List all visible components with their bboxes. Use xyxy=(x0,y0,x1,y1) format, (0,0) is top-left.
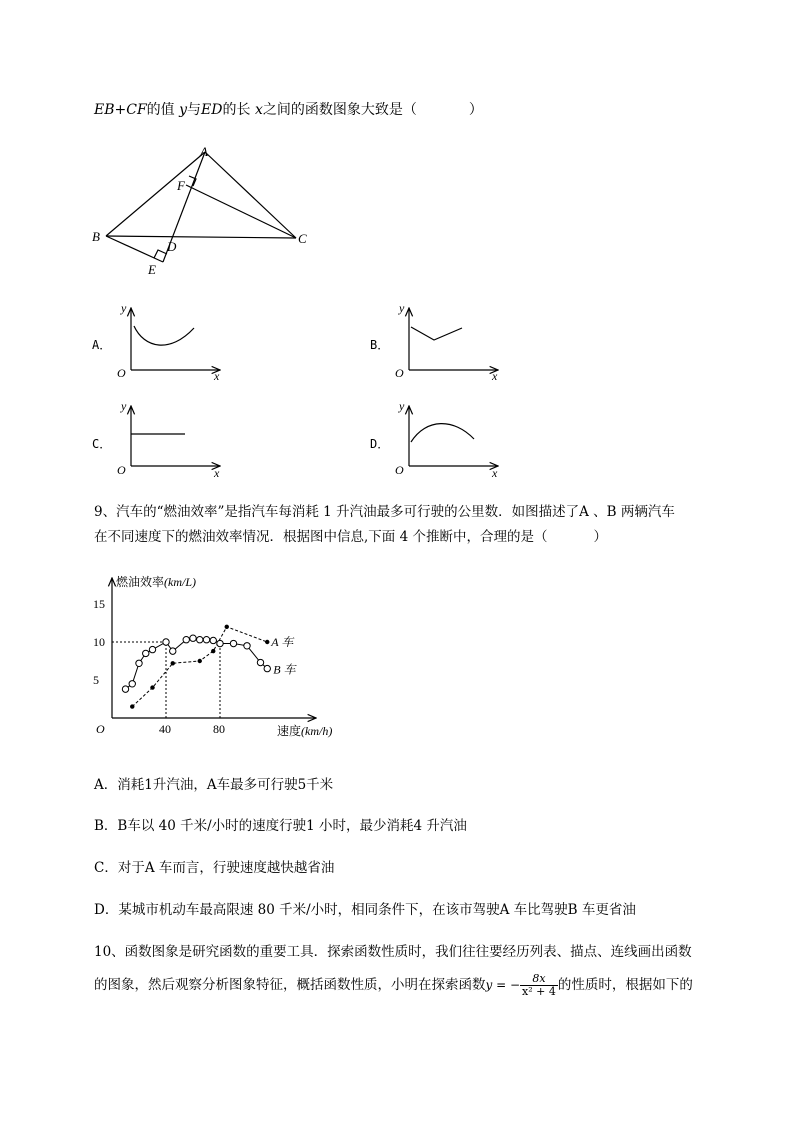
axis-origin-label: O xyxy=(117,463,126,477)
triangle-figure xyxy=(88,140,328,280)
x-tick-label: 40 xyxy=(159,722,171,736)
q10-line2-b: 的性质时，根据如下的 xyxy=(557,977,693,993)
frac-den: x² + 4 xyxy=(522,985,556,998)
point-a xyxy=(136,660,142,666)
option-a-label[interactable]: A． xyxy=(92,338,112,352)
text: 的值 xyxy=(146,102,175,118)
var-x: x xyxy=(254,102,263,118)
chart-origin: O xyxy=(96,722,105,736)
label-a: A xyxy=(200,144,208,159)
axis-origin-label: O xyxy=(395,366,404,380)
point-a xyxy=(143,650,149,656)
q9-line2-text: 在不同速度下的燃油效率情况．根据图中信息,下面 4 个推断中，合理的是（ xyxy=(94,529,548,545)
label-e: E xyxy=(148,262,156,277)
q10-line1: 10、函数图象是研究函数的重要工具．探索函数性质时，我们往往要经历列表、描点、连线画出函数 xyxy=(94,944,692,960)
q9-line1: 9、汽车的“燃油效率”是指汽车每消耗 1 升汽油最多可行驶的公里数．如图描述了A 、B 两辆汽车 xyxy=(94,504,675,520)
point-a xyxy=(230,640,236,646)
point-a xyxy=(197,637,203,643)
option-c-graph xyxy=(112,398,227,480)
point-b xyxy=(150,685,154,689)
point-a xyxy=(210,637,216,643)
answer-b[interactable]: B．B车以 40 千米/小时的速度行驶1 小时，最少消耗4 升汽油 xyxy=(94,818,467,834)
point-a xyxy=(217,640,223,646)
q8-stem xyxy=(94,101,483,119)
point-b xyxy=(171,661,175,665)
axis-y-label: y xyxy=(399,399,405,413)
axis-y-label: y xyxy=(399,301,405,315)
answer-d[interactable]: D．某城市机动车最高限速 80 千米/小时，相同条件下，在该市驾驶A 车比驾驶B 车更省油 xyxy=(94,902,636,918)
point-b xyxy=(130,704,134,708)
axis-x-label: x xyxy=(214,466,220,480)
point-a xyxy=(244,643,250,649)
axis-origin-label: O xyxy=(117,366,126,380)
curve-parabola-up xyxy=(134,326,194,345)
point-a xyxy=(183,637,189,643)
option-b-graph xyxy=(390,298,505,380)
axis-y-label: y xyxy=(121,399,127,413)
axis-origin-label: O xyxy=(395,463,404,477)
point-a xyxy=(190,635,196,641)
series-label-a: A 车 xyxy=(271,635,294,649)
point-a xyxy=(264,665,270,671)
option-b-label[interactable]: B． xyxy=(370,338,390,352)
var-ed: ED xyxy=(201,102,223,118)
option-c-label[interactable]: C． xyxy=(92,437,112,451)
point-b xyxy=(211,649,215,653)
frac-num: 8x xyxy=(520,973,558,986)
answer-c[interactable]: C．对于A 车而言，行驶速度越快越省油 xyxy=(94,860,335,876)
option-d-label[interactable]: D． xyxy=(370,437,390,451)
point-a xyxy=(149,646,155,652)
axis-x-label: x xyxy=(492,369,498,380)
point-b xyxy=(265,640,269,644)
y-tick-label: 10 xyxy=(93,635,105,649)
q9-line2 xyxy=(94,528,607,546)
label-b: B xyxy=(92,229,100,244)
answer-a[interactable]: A．消耗1升汽油，A车最多可行驶5千米 xyxy=(94,777,334,793)
text: 与 xyxy=(187,102,202,118)
point-a xyxy=(170,648,176,654)
y-axis-title: 燃油效率(km/L) xyxy=(116,575,197,589)
ebcf-text: EB+CF xyxy=(94,102,147,118)
point-b xyxy=(198,659,202,663)
y-tick-label: 15 xyxy=(93,597,105,611)
point-a xyxy=(163,639,169,645)
label-d: D xyxy=(167,239,177,254)
y-tick-label: 5 xyxy=(93,673,99,687)
point-b xyxy=(225,625,229,629)
point-a xyxy=(122,686,128,692)
formula-lhs: y = − xyxy=(485,978,521,992)
axis-y-label: y xyxy=(121,301,127,315)
text: ） xyxy=(468,102,483,118)
label-c: C xyxy=(298,231,307,246)
option-a-graph xyxy=(112,298,227,380)
q10-line2 xyxy=(94,968,693,1002)
text: 之间的函数图象大致是（ xyxy=(262,102,417,118)
fuel-efficiency-chart xyxy=(88,572,358,742)
x-tick-label: 80 xyxy=(213,722,225,736)
x-axis-title: 速度(km/h) xyxy=(277,724,333,738)
curve-parabola-down xyxy=(411,424,474,442)
axis-x-label: x xyxy=(492,466,498,480)
reference-lines xyxy=(112,642,220,718)
formula-fraction xyxy=(520,973,558,998)
axis-x-label: x xyxy=(214,369,220,380)
series-label-b: B 车 xyxy=(273,662,296,677)
text: 的长 xyxy=(222,102,251,118)
point-a xyxy=(129,681,135,687)
curve-v-shape xyxy=(411,327,462,340)
q9-line2-end: ） xyxy=(593,529,607,545)
label-f: F xyxy=(177,178,185,193)
var-y: y xyxy=(179,102,188,118)
q10-line2-a: 的图象，然后观察分析图象特征，概括函数性质，小明在探索函数 xyxy=(94,977,486,993)
point-a xyxy=(257,659,263,665)
option-d-graph xyxy=(390,398,505,480)
point-a xyxy=(203,637,209,643)
